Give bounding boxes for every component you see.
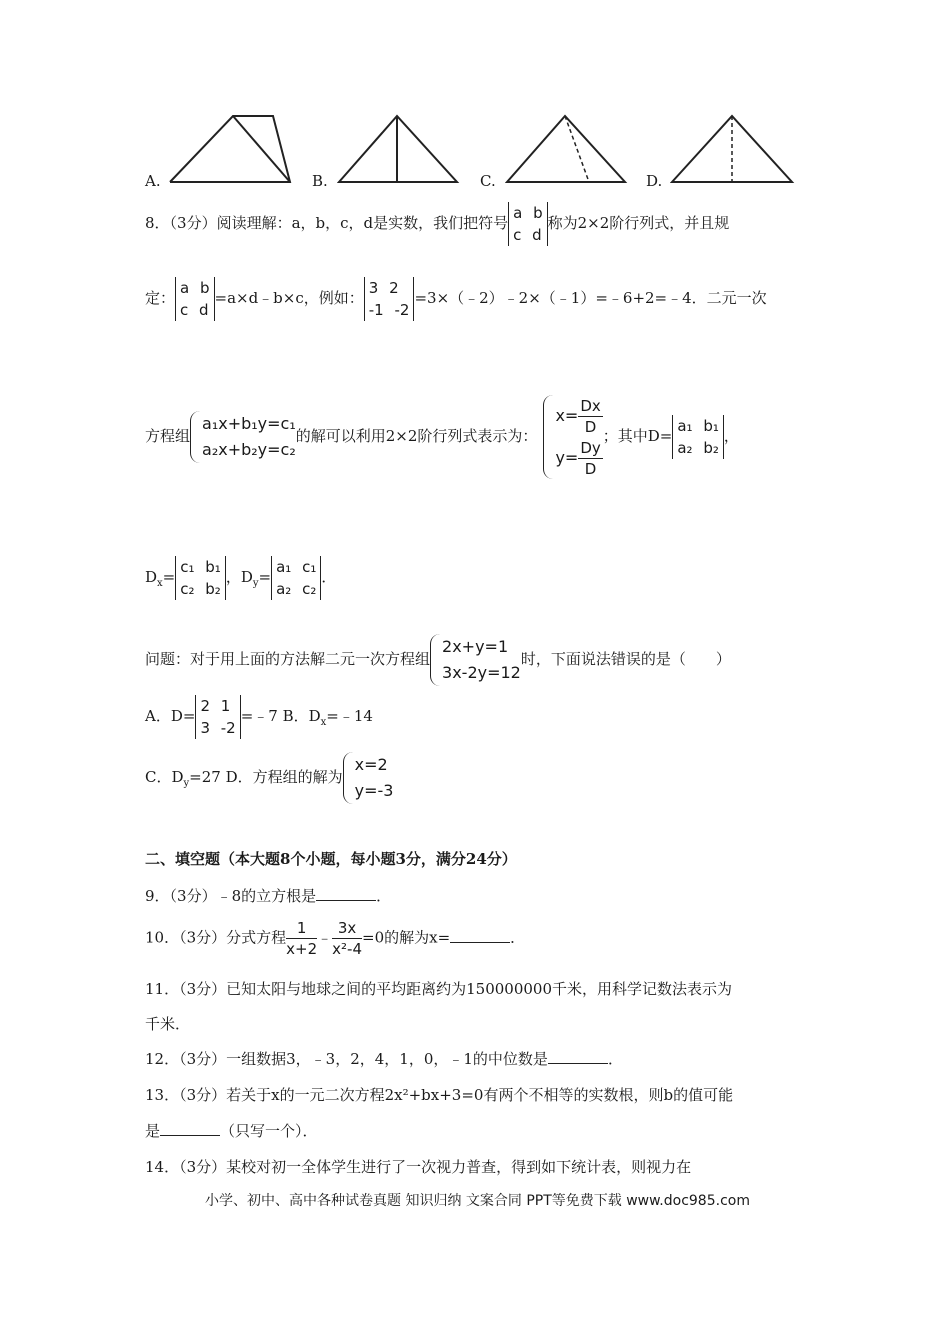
section2-heading: 二、填空题（本大题8个小题，每小题3分，满分24分） bbox=[145, 850, 517, 868]
det-option-a: 2 1 3 -2 bbox=[195, 695, 240, 739]
figure-b-label: B. bbox=[312, 172, 328, 190]
q8-line3 bbox=[145, 395, 739, 479]
q9-blank[interactable] bbox=[316, 886, 376, 901]
footer-text: 小学、初中、高中各种试卷真题 知识归纳 文案合同 PPT等免费下载 www.doc985.com bbox=[205, 1193, 750, 1209]
q11-line1: 11．（3分）已知太阳与地球之间的平均距离约为150000000千米，用科学记数法表示为 bbox=[145, 980, 733, 998]
det-abcd: a b c d bbox=[508, 202, 547, 246]
q8-intro: 8．（3分）阅读理解：a，b，c，d是实数，我们把符号 bbox=[145, 214, 509, 232]
det-example: 3 2 -1 -2 bbox=[364, 277, 415, 321]
figure-b-drawing bbox=[337, 110, 463, 186]
q13-blank[interactable] bbox=[160, 1121, 220, 1136]
figure-d-label: D. bbox=[646, 172, 663, 190]
system-general: a₁x+b₁y=c₁ a₂x+b₂y=c₂ bbox=[190, 411, 296, 463]
figure-d-drawing bbox=[670, 110, 796, 186]
figure-c bbox=[505, 110, 631, 190]
q8-system-prefix: 方程组 bbox=[145, 427, 191, 445]
det-Dx: c₁ b₁ c₂ b₂ bbox=[175, 556, 226, 600]
q8-question-end: 时，下面说法错误的是（ ） bbox=[520, 650, 731, 668]
problem-system: 2x+y=1 3x-2y=12 bbox=[430, 634, 521, 686]
dy-label: $D_y$ bbox=[240, 568, 259, 589]
q10-frac1: $\frac{1}{x+2}$ bbox=[286, 919, 318, 958]
q10-blank[interactable] bbox=[450, 928, 510, 943]
figure-c-label: C. bbox=[480, 172, 496, 190]
q12-blank[interactable] bbox=[548, 1049, 608, 1064]
q11-line2: 千米． bbox=[145, 1015, 191, 1033]
q13-line2: 是 （只写一个）． bbox=[145, 1122, 318, 1140]
q13-line1: 13．（3分）若关于x的一元二次方程2x²+bx+3=0有两个不相等的实数根，则b的值可能 bbox=[145, 1086, 734, 1104]
q8-after-det: 称为2×2阶行列式，并且规 bbox=[547, 214, 730, 232]
q8-question bbox=[145, 634, 731, 686]
option-d: =27 D．方程组的解为 bbox=[189, 768, 343, 786]
q10: 10．（3分）分式方程 $\frac{1}{x+2}$ ﹣ $\frac{3x}{\text{x²-4}}$ =0的解为x= ． bbox=[145, 919, 526, 958]
option-c: C．D bbox=[145, 768, 184, 786]
det-Dy: a₁ c₁ a₂ c₂ bbox=[271, 556, 321, 600]
q8-line4: $D_x=$ c₁ b₁ c₂ b₂ ，$D_y=$ a₁ c₁ a₂ c₂ ． bbox=[145, 558, 337, 598]
q12: 12．（3分）一组数据3，﹣3，2，4，1，0，﹣1的中位数是 ． bbox=[145, 1050, 623, 1068]
figure-d bbox=[670, 110, 796, 190]
figure-b bbox=[337, 110, 463, 190]
q8-def-prefix: 定： bbox=[145, 289, 176, 307]
figure-a-drawing bbox=[168, 110, 298, 186]
comma: ， bbox=[723, 427, 739, 445]
figure-a-label: A. bbox=[145, 172, 161, 190]
q8-line2 bbox=[145, 277, 767, 321]
q9: 9．（3分）﹣8的立方根是 ． bbox=[145, 887, 392, 905]
det-definition: a b c d bbox=[175, 277, 214, 321]
answer-system: x=2 y=-3 bbox=[343, 752, 394, 804]
q8-system-mid: 的解可以利用2×2阶行列式表示为： bbox=[295, 427, 538, 445]
solution-formula: x= $\frac{Dx}{D}$ y= $\frac{Dy}{D}$ bbox=[543, 395, 602, 479]
q8-options-ab: A．D= 2 1 3 -2 =﹣7 B．$D_x=﹣14$ bbox=[145, 697, 373, 737]
option-b: =﹣7 B．D bbox=[240, 707, 321, 725]
q8-def-eq: =a×d﹣b×c，例如： bbox=[214, 289, 364, 307]
q8-options-cd: C．$D_y=27$ D．方程组的解为 x=2 y=-3 bbox=[145, 752, 393, 804]
q10-frac2: $\frac{3x}{\text{x²-4}}$ bbox=[332, 919, 363, 958]
q8-example-eq: =3×（﹣2）﹣2×（﹣1）=﹣6+2=﹣4．二元一次 bbox=[414, 289, 767, 307]
det-D: a₁ b₁ a₂ b₂ bbox=[672, 415, 724, 459]
q8-line1 bbox=[145, 202, 729, 246]
dx-label: $D_x$ bbox=[145, 568, 163, 589]
figure-c-drawing bbox=[505, 110, 631, 186]
q14: 14．（3分）某校对初一全体学生进行了一次视力普查，得到如下统计表，则视力在 bbox=[145, 1158, 692, 1176]
q8-question-text: 问题：对于用上面的方法解二元一次方程组 bbox=[145, 650, 431, 668]
figure-a bbox=[168, 110, 298, 190]
option-a: A．D= bbox=[145, 707, 196, 725]
q8-system-mid2: ；其中D= bbox=[602, 427, 673, 445]
